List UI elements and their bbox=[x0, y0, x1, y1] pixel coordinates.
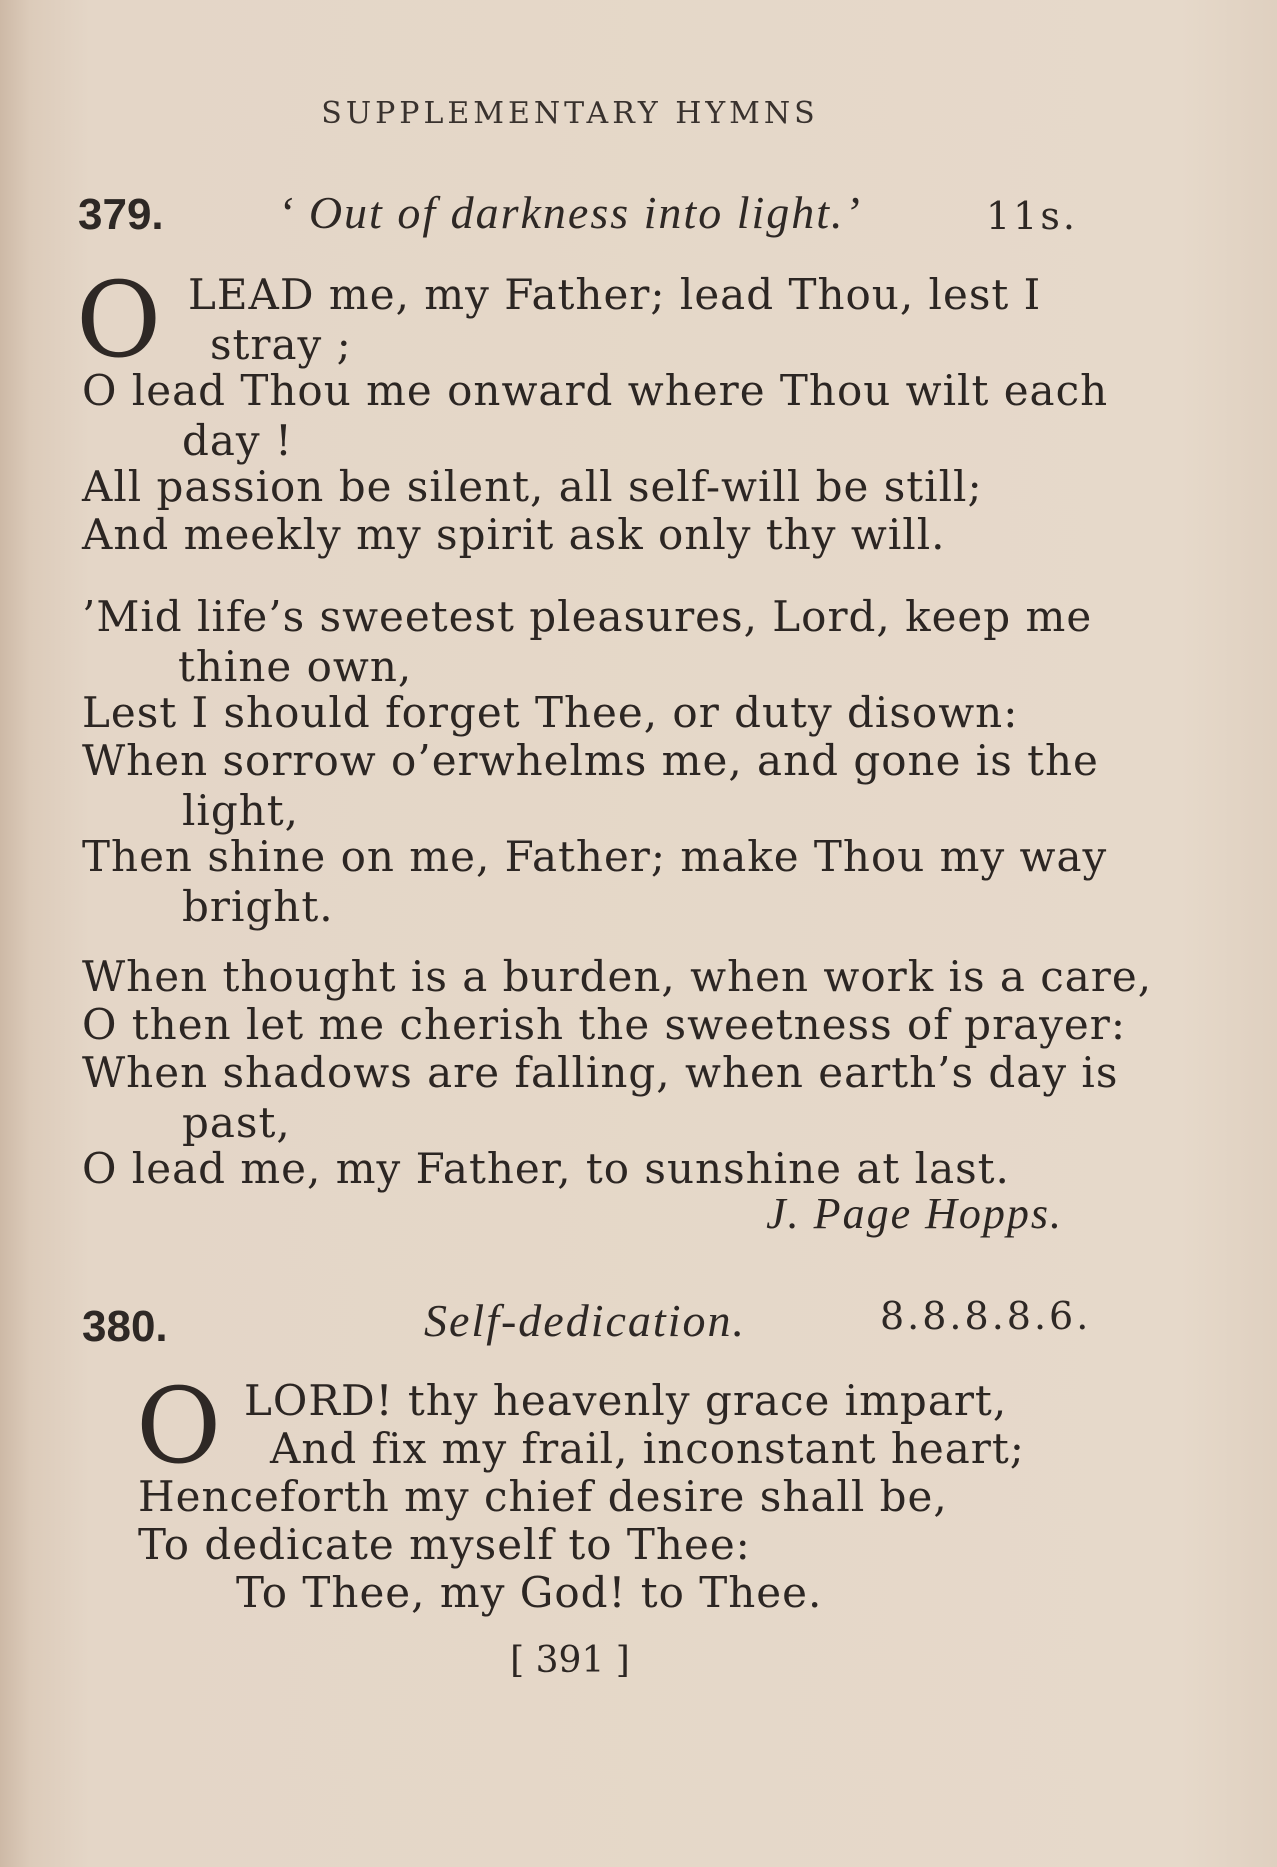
verse-line: Then shine on me, Father; make Thou my way bbox=[82, 832, 1108, 881]
verse-line: day ! bbox=[182, 416, 293, 465]
verse-line: LORD! thy heavenly grace impart, bbox=[244, 1376, 1008, 1425]
page-number: [ 391 ] bbox=[510, 1640, 630, 1681]
verse-line: All passion be silent, all self-will be still; bbox=[82, 462, 983, 511]
verse-line: And fix my frail, inconstant heart; bbox=[270, 1424, 1025, 1473]
hymn-number: 379. bbox=[78, 190, 164, 239]
verse-line: When sorrow o’erwhelms me, and gone is the bbox=[82, 736, 1099, 785]
verse-line: When shadows are falling, when earth’s day is bbox=[82, 1048, 1119, 1097]
verse-line: thine own, bbox=[178, 642, 413, 691]
drop-cap: O bbox=[136, 1365, 222, 1487]
verse-line: stray ; bbox=[210, 320, 352, 369]
verse-line: O lead me, my Father, to sunshine at last. bbox=[82, 1144, 1010, 1193]
verse-line: And meekly my spirit ask only thy will. bbox=[82, 510, 946, 559]
verse-line: light, bbox=[182, 786, 300, 835]
hymn-title: ‘ Out of darkness into light.’ bbox=[278, 187, 862, 238]
verse-line: Lest I should forget Thee, or duty disown: bbox=[82, 688, 1019, 737]
hymn-author: J. Page Hopps. bbox=[766, 1189, 1063, 1238]
hymn-meter: 11s. bbox=[986, 194, 1078, 238]
hymn-number: 380. bbox=[82, 1302, 168, 1351]
verse-line: LEAD me, my Father; lead Thou, lest I bbox=[188, 270, 1042, 319]
verse-line: O then let me cherish the sweetness of prayer: bbox=[82, 1000, 1126, 1049]
verse-line: To dedicate myself to Thee: bbox=[138, 1520, 751, 1569]
verse-line: bright. bbox=[182, 882, 334, 931]
verse-line: When thought is a burden, when work is a care, bbox=[82, 952, 1153, 1001]
verse-line: To Thee, my God! to Thee. bbox=[236, 1568, 823, 1617]
verse-line: ’Mid life’s sweetest pleasures, Lord, keep me bbox=[82, 592, 1093, 641]
hymn-meter: 8.8.8.8.6. bbox=[880, 1294, 1092, 1338]
verse-line: Henceforth my chief desire shall be, bbox=[138, 1472, 948, 1521]
running-head: SUPPLEMENTARY HYMNS bbox=[321, 96, 819, 131]
verse-line: O lead Thou me onward where Thou wilt each bbox=[82, 366, 1109, 415]
drop-cap: O bbox=[76, 259, 162, 381]
verse-line: past, bbox=[182, 1098, 291, 1147]
hymn-title: Self-dedication. bbox=[424, 1295, 746, 1346]
